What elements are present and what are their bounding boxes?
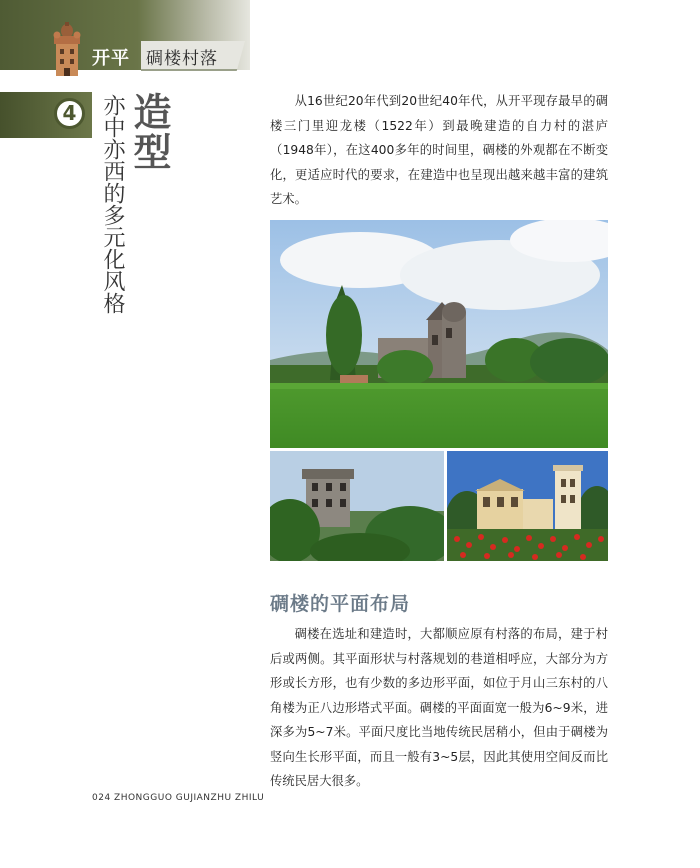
page-footer: 024 ZHONGGUO GUJIANZHU ZHILU	[92, 793, 265, 803]
body-paragraph: 碉楼在选址和建造时，大都顺应原有村落的布局，建于村后或两侧。其平面形状与村落规划的巷道相呼应，大部分为方形或长方形，也有少数的多边形平面，如位于月山三东村的八角楼为正八边形塔式平面。碉楼的平面面宽一般为6~9米，进深多为5~7米。平面尺度比当地传统民居稍小，但由于碉楼为竖向生长形平面，而且一般有3~5层，因此其使用空间反而比传统民居大很多。	[270, 627, 608, 788]
section-subtitle: 亦中亦西的多元化风格	[100, 94, 125, 314]
brand-label: 开平	[92, 48, 130, 69]
diaolou-tower-icon	[48, 22, 86, 78]
village-landscape-photo	[270, 220, 608, 448]
tag-label: 碉楼村落	[146, 49, 218, 69]
villa-garden-photo	[447, 451, 608, 561]
section-heading: 碉楼的平面布局	[270, 593, 411, 615]
section-title: 造型	[127, 92, 171, 172]
diaolou-tower-photo	[270, 451, 444, 561]
section-number-badge: 4	[54, 98, 85, 129]
intro-paragraph: 从16世纪20年代到20世纪40年代，从开平现存最早的碉楼三门里迎龙楼（1522年）到最晚建造的自力村的湛庐（1948年），在这400多年的时间里，碉楼的外观都在不断变化，更适应时代的要求，在建造中也呈现出越来越丰富的建筑艺术。	[270, 94, 608, 206]
